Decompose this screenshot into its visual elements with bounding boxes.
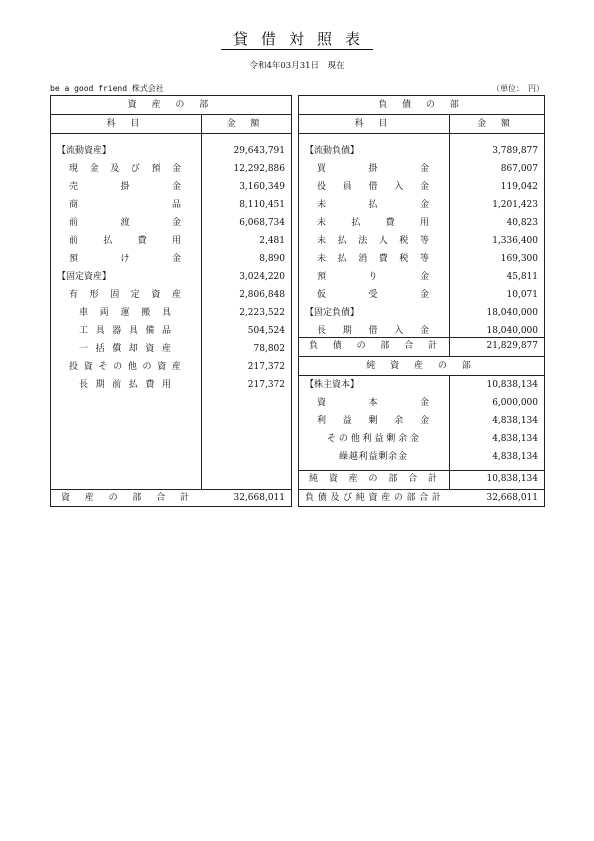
balance-sheet <box>50 95 545 507</box>
asset-row <box>51 232 291 251</box>
grand-total-row <box>299 489 544 508</box>
asset-row <box>51 214 291 233</box>
liabilities-total-label <box>309 337 437 356</box>
item-amount: 10,071 <box>506 290 538 300</box>
item-name <box>79 304 171 323</box>
net-asset-row <box>299 448 544 467</box>
item-label-text: 預 け 金 <box>69 254 181 264</box>
liability-row <box>299 268 544 287</box>
item-label-text: 前 渡 金 <box>69 218 181 228</box>
item-amount: 45,811 <box>506 272 538 282</box>
item-label-text: 繰 越 利 益 剰 余 金 <box>339 452 407 462</box>
item-amount: 119,042 <box>500 182 538 192</box>
net-asset-row <box>299 376 544 395</box>
asset-row <box>51 322 291 341</box>
liability-row <box>299 250 544 269</box>
item-label-text: 長 期 借 入 金 <box>317 326 429 336</box>
item-name <box>317 286 429 305</box>
item-label-text: 未 払 金 <box>317 200 429 210</box>
item-name <box>317 232 429 251</box>
item-name <box>317 250 429 269</box>
item-name <box>69 214 181 233</box>
item-name <box>317 178 429 197</box>
item-name <box>69 196 181 215</box>
item-label-text: 現 金 及 び 預 金 <box>69 164 181 174</box>
assets-total-value: 32,668,011 <box>233 493 285 503</box>
item-amount: 4,838,134 <box>492 434 538 444</box>
liability-row <box>299 286 544 305</box>
item-amount: 867,007 <box>500 164 538 174</box>
divider <box>299 133 544 134</box>
item-label-text: 純 資 産 の 部 合 計 <box>309 474 437 484</box>
item-label-text: 売 掛 金 <box>69 182 181 192</box>
item-label-text: 車 両 運 搬 具 <box>79 308 171 318</box>
item-label-text: 長 期 前 払 費 用 <box>79 380 171 390</box>
document-title: 貸借対照表 <box>0 28 594 49</box>
asset-row <box>51 376 291 395</box>
amount-column-header: 金 額 <box>226 119 266 129</box>
assets-total-label <box>61 489 189 508</box>
asset-row <box>51 268 291 287</box>
item-label-text: 未 払 法 人 税 等 <box>317 236 429 246</box>
item-label-text: 有 形 固 定 資 産 <box>69 290 181 300</box>
item-name: 【株主資本】 <box>305 380 360 390</box>
item-name <box>69 178 181 197</box>
item-amount: 3,024,220 <box>239 272 285 282</box>
item-label-text: 投 資 そ の 他 の 資 産 <box>69 362 181 372</box>
item-label-text: 未 払 費 用 <box>317 218 429 228</box>
item-name <box>339 448 407 467</box>
item-name <box>79 340 171 359</box>
asset-row <box>51 160 291 179</box>
item-label-text: 仮 受 金 <box>317 290 429 300</box>
item-label-text: 負 債 の 部 合 計 <box>309 341 437 351</box>
liability-row <box>299 304 544 323</box>
item-label-text: 一 括 償 却 資 産 <box>79 344 171 354</box>
item-name <box>69 250 181 269</box>
item-amount: 78,802 <box>253 344 285 354</box>
net-assets-header: 純 資 産 の 部 <box>299 357 544 375</box>
currency-unit: （単位： 円） <box>492 84 544 93</box>
net-assets-total-row <box>299 470 544 489</box>
item-amount: 12,292,886 <box>233 164 285 174</box>
item-amount: 29,643,791 <box>233 146 285 156</box>
net-assets-total-label <box>309 470 437 489</box>
liability-row <box>299 196 544 215</box>
item-label-text: 負 債 及 び 純 資 産 の 部 合 計 <box>305 493 441 503</box>
item-name <box>69 232 181 251</box>
amount-column-header: 金 額 <box>477 119 516 129</box>
item-name <box>69 160 181 179</box>
item-name: 【流動負債】 <box>305 146 360 156</box>
item-label-text: 未 払 消 費 税 等 <box>317 254 429 264</box>
item-amount: 217,372 <box>247 362 285 372</box>
item-amount: 10,838,134 <box>486 380 538 390</box>
item-name: 【固定負債】 <box>305 308 360 318</box>
item-name: 【流動資産】 <box>57 146 112 156</box>
item-amount: 8,890 <box>259 254 285 264</box>
item-name <box>317 214 429 233</box>
item-amount: 3,789,877 <box>492 146 538 156</box>
item-amount: 504,524 <box>247 326 285 336</box>
divider <box>51 133 291 134</box>
item-name <box>79 322 171 341</box>
net-asset-row <box>299 412 544 431</box>
item-amount: 8,110,451 <box>239 200 285 210</box>
liability-row <box>299 142 544 161</box>
item-amount: 4,838,134 <box>492 416 538 426</box>
item-amount: 2,806,848 <box>239 290 285 300</box>
grand-total-label <box>305 489 441 508</box>
liabilities-total-value: 21,829,877 <box>486 341 538 351</box>
asset-row <box>51 250 291 269</box>
item-name <box>317 412 429 431</box>
asset-row <box>51 358 291 377</box>
item-label-text: 前 払 費 用 <box>69 236 181 246</box>
item-label-text: 工 具 器 具 備 品 <box>79 326 171 336</box>
report-date: 令和4年03月31日 現在 <box>249 61 345 71</box>
item-amount: 3,160,349 <box>239 182 285 192</box>
asset-row <box>51 178 291 197</box>
item-name: 【固定資産】 <box>57 272 112 282</box>
item-amount: 1,201,423 <box>492 200 538 210</box>
item-label-text: そ の 他 利 益 剰 余 金 <box>327 434 419 444</box>
item-name <box>317 196 429 215</box>
item-label-text: 資 本 金 <box>317 398 429 408</box>
asset-row <box>51 304 291 323</box>
item-name <box>317 160 429 179</box>
asset-row <box>51 286 291 305</box>
item-amount: 18,040,000 <box>486 326 538 336</box>
item-label-text: 役 員 借 入 金 <box>317 182 429 192</box>
item-amount: 6,068,734 <box>239 218 285 228</box>
item-amount: 1,336,400 <box>492 236 538 246</box>
item-name <box>317 268 429 287</box>
item-label-text: 商 品 <box>69 200 181 210</box>
assets-section <box>50 95 292 507</box>
item-amount: 2,481 <box>259 236 285 246</box>
asset-row <box>51 340 291 359</box>
liability-row <box>299 178 544 197</box>
item-amount: 2,223,522 <box>239 308 285 318</box>
item-label-text: 買 掛 金 <box>317 164 429 174</box>
item-name <box>327 430 419 449</box>
liabilities-header: 負 債 の 部 <box>378 100 465 110</box>
assets-header: 資 産 の 部 <box>127 100 215 110</box>
item-label-text: 資 産 の 部 合 計 <box>61 493 189 503</box>
item-name <box>69 358 181 377</box>
item-name <box>79 376 171 395</box>
item-amount: 169,300 <box>500 254 538 264</box>
grand-total-value: 32,668,011 <box>486 493 538 503</box>
item-amount: 6,000,000 <box>492 398 538 408</box>
item-label-text: 預 り 金 <box>317 272 429 282</box>
liability-row <box>299 214 544 233</box>
net-assets-total-value: 10,838,134 <box>486 474 538 484</box>
net-asset-row <box>299 430 544 449</box>
liability-row <box>299 160 544 179</box>
net-asset-row <box>299 394 544 413</box>
item-column-header: 科 目 <box>106 119 146 129</box>
asset-row <box>51 142 291 161</box>
item-amount: 18,040,000 <box>486 308 538 318</box>
item-column-header: 科 目 <box>354 119 394 129</box>
item-amount: 217,372 <box>247 380 285 390</box>
item-label-text: 利 益 剰 余 金 <box>317 416 429 426</box>
company-name: be a good friend 株式会社 <box>50 84 164 93</box>
assets-total-row <box>51 489 291 508</box>
liabilities-net-assets-section <box>298 95 545 507</box>
item-name <box>69 286 181 305</box>
liability-row <box>299 232 544 251</box>
item-name <box>317 394 429 413</box>
item-amount: 40,823 <box>506 218 538 228</box>
item-amount: 4,838,134 <box>492 452 538 462</box>
liabilities-total-row <box>299 337 544 356</box>
asset-row <box>51 196 291 215</box>
